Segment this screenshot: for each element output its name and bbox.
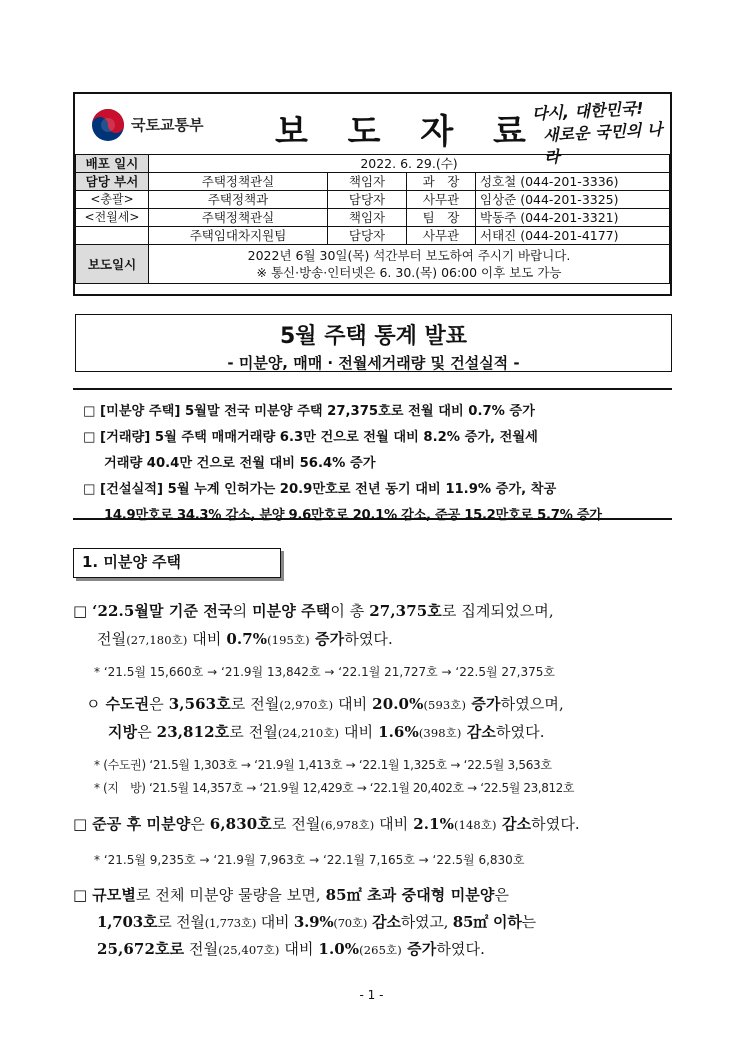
release-info — [149, 245, 670, 284]
role-4: 담당자 — [328, 227, 407, 245]
dept-general-label: <총괄> — [76, 191, 149, 209]
summary-line-4: □ [건설실적] 5월 누계 인허가는 20.9만호로 전년 동기 대비 11.9% 증가, 착공 — [83, 482, 557, 497]
info-table — [75, 154, 670, 284]
release-line2: ※ 통신·방송·인터넷은 6. 30.(목) 06:00 이후 보도 가능 — [256, 265, 562, 280]
note-3: * (지 방) ‘21.5월 14,357호 → ‘21.9월 12,429호 → ‘22.1월 20,402호 → ‘22.5월 23,812호 — [94, 781, 575, 795]
para-4-line-3: 25,672호로 전월(25,407호) 대비 1.0%(265호) 증가하였다. — [97, 940, 485, 958]
note-1: * ‘21.5월 15,660호 → ‘21.9월 13,842호 → ‘22.1월 21,727호 → ‘22.5월 27,375호 — [94, 665, 555, 679]
document-subtitle: - 미분양, 매매 · 전월세거래량 및 건설실적 - — [227, 354, 520, 372]
para-1-line-1: □ ‘22.5월말 기준 전국의 미분양 주택이 총 27,375호로 집계되었으며, — [73, 602, 554, 620]
department-3: 주택정책관실 — [149, 209, 328, 227]
para-3: □ 준공 후 미분양은 6,830호로 전월(6,978호) 대비 2.1%(148호) 감소하였다. — [73, 815, 580, 833]
document-title: 5월 주택 통계 발표 — [279, 324, 468, 349]
ministry-logo-icon — [91, 108, 125, 142]
document-title-box — [75, 314, 672, 372]
title-4: 사무관 — [407, 227, 476, 245]
note-2: * (수도권) ‘21.5월 1,303호 → ‘21.9월 1,413호 → ‘22.1월 1,325호 → ‘22.5월 3,563호 — [94, 758, 552, 772]
para-2-line-2: 지방은 23,812호로 전월(24,210호) 대비 1.6%(398호) 감소하였다. — [108, 723, 545, 741]
summary-line-3: 거래량 40.4만 건으로 전월 대비 56.4% 증가 — [104, 456, 376, 471]
slogan-line2: 새로운 국민의 나라 — [542, 119, 663, 167]
distribution-label: 배포 일시 — [76, 155, 149, 173]
page-number: - 1 - — [359, 988, 384, 1002]
contact-4: 서태진 (044-201-4177) — [476, 227, 670, 245]
slogan-line1: 다시, 대한민국! — [531, 98, 644, 124]
department-2: 주택정책과 — [149, 191, 328, 209]
summary-box — [73, 388, 672, 523]
summary-line-2: □ [거래량] 5월 주택 매매거래량 6.3만 건으로 전월 대비 8.2% 증가, 전월세 — [83, 430, 538, 445]
distribution-date: 2022. 6. 29.(수) — [149, 155, 670, 173]
contact-3: 박동주 (044-201-3321) — [476, 209, 670, 227]
para-2-line-1: ㅇ 수도권은 3,563호로 전월(2,970호) 대비 20.0%(593호) 증가하였으며, — [86, 695, 564, 713]
release-label: 보도일시 — [76, 245, 149, 284]
para-1-line-2: 전월(27,180호) 대비 0.7%(195호) 증가하였다. — [97, 630, 393, 648]
role-1: 책임자 — [328, 173, 407, 191]
ministry-name: 국토교통부 — [131, 116, 204, 134]
summary-line-1: □ [미분양 주택] 5월말 전국 미분양 주택 27,375호로 전월 대비 0.7% 증가 — [83, 404, 535, 419]
checkbox-bullet: □ — [73, 602, 93, 620]
para-4-line-2: 1,703호로 전월(1,773호) 대비 3.9%(70호) 감소하였고, 85㎡ 이하는 — [97, 913, 536, 931]
department-4: 주택임대차지원팀 — [149, 227, 328, 245]
dept-rent-label: <전월세> — [76, 209, 149, 227]
title-1: 과 장 — [407, 173, 476, 191]
section-heading: 1. 미분양 주택 — [73, 548, 281, 578]
release-line1: 2022년 6월 30일(목) 석간부터 보도하여 주시기 바랍니다. — [247, 248, 571, 263]
department-1: 주택정책관실 — [149, 173, 328, 191]
para-4-line-1: □ 규모별로 전체 미분양 물량을 보면, 85㎡ 초과 중대형 미분양은 — [73, 886, 510, 904]
title-3: 팀 장 — [407, 209, 476, 227]
contact-2: 임상준 (044-201-3325) — [476, 191, 670, 209]
role-2: 담당자 — [328, 191, 407, 209]
note-4: * ‘21.5월 9,235호 → ‘21.9월 7,963호 → ‘22.1월 7,165호 → ‘22.5월 6,830호 — [94, 853, 525, 867]
role-3: 책임자 — [328, 209, 407, 227]
title-2: 사무관 — [407, 191, 476, 209]
press-release-title: 보 도 자 료 — [275, 112, 540, 152]
press-release-header — [73, 92, 672, 296]
department-label: 담당 부서 — [76, 173, 149, 191]
contact-1: 성호철 (044-201-3336) — [476, 173, 670, 191]
summary-line-5: 14.9만호로 34.3% 감소, 분양 9.6만호로 20.1% 감소, 준공 15.2만호로 5.7% 증가 — [104, 508, 602, 523]
